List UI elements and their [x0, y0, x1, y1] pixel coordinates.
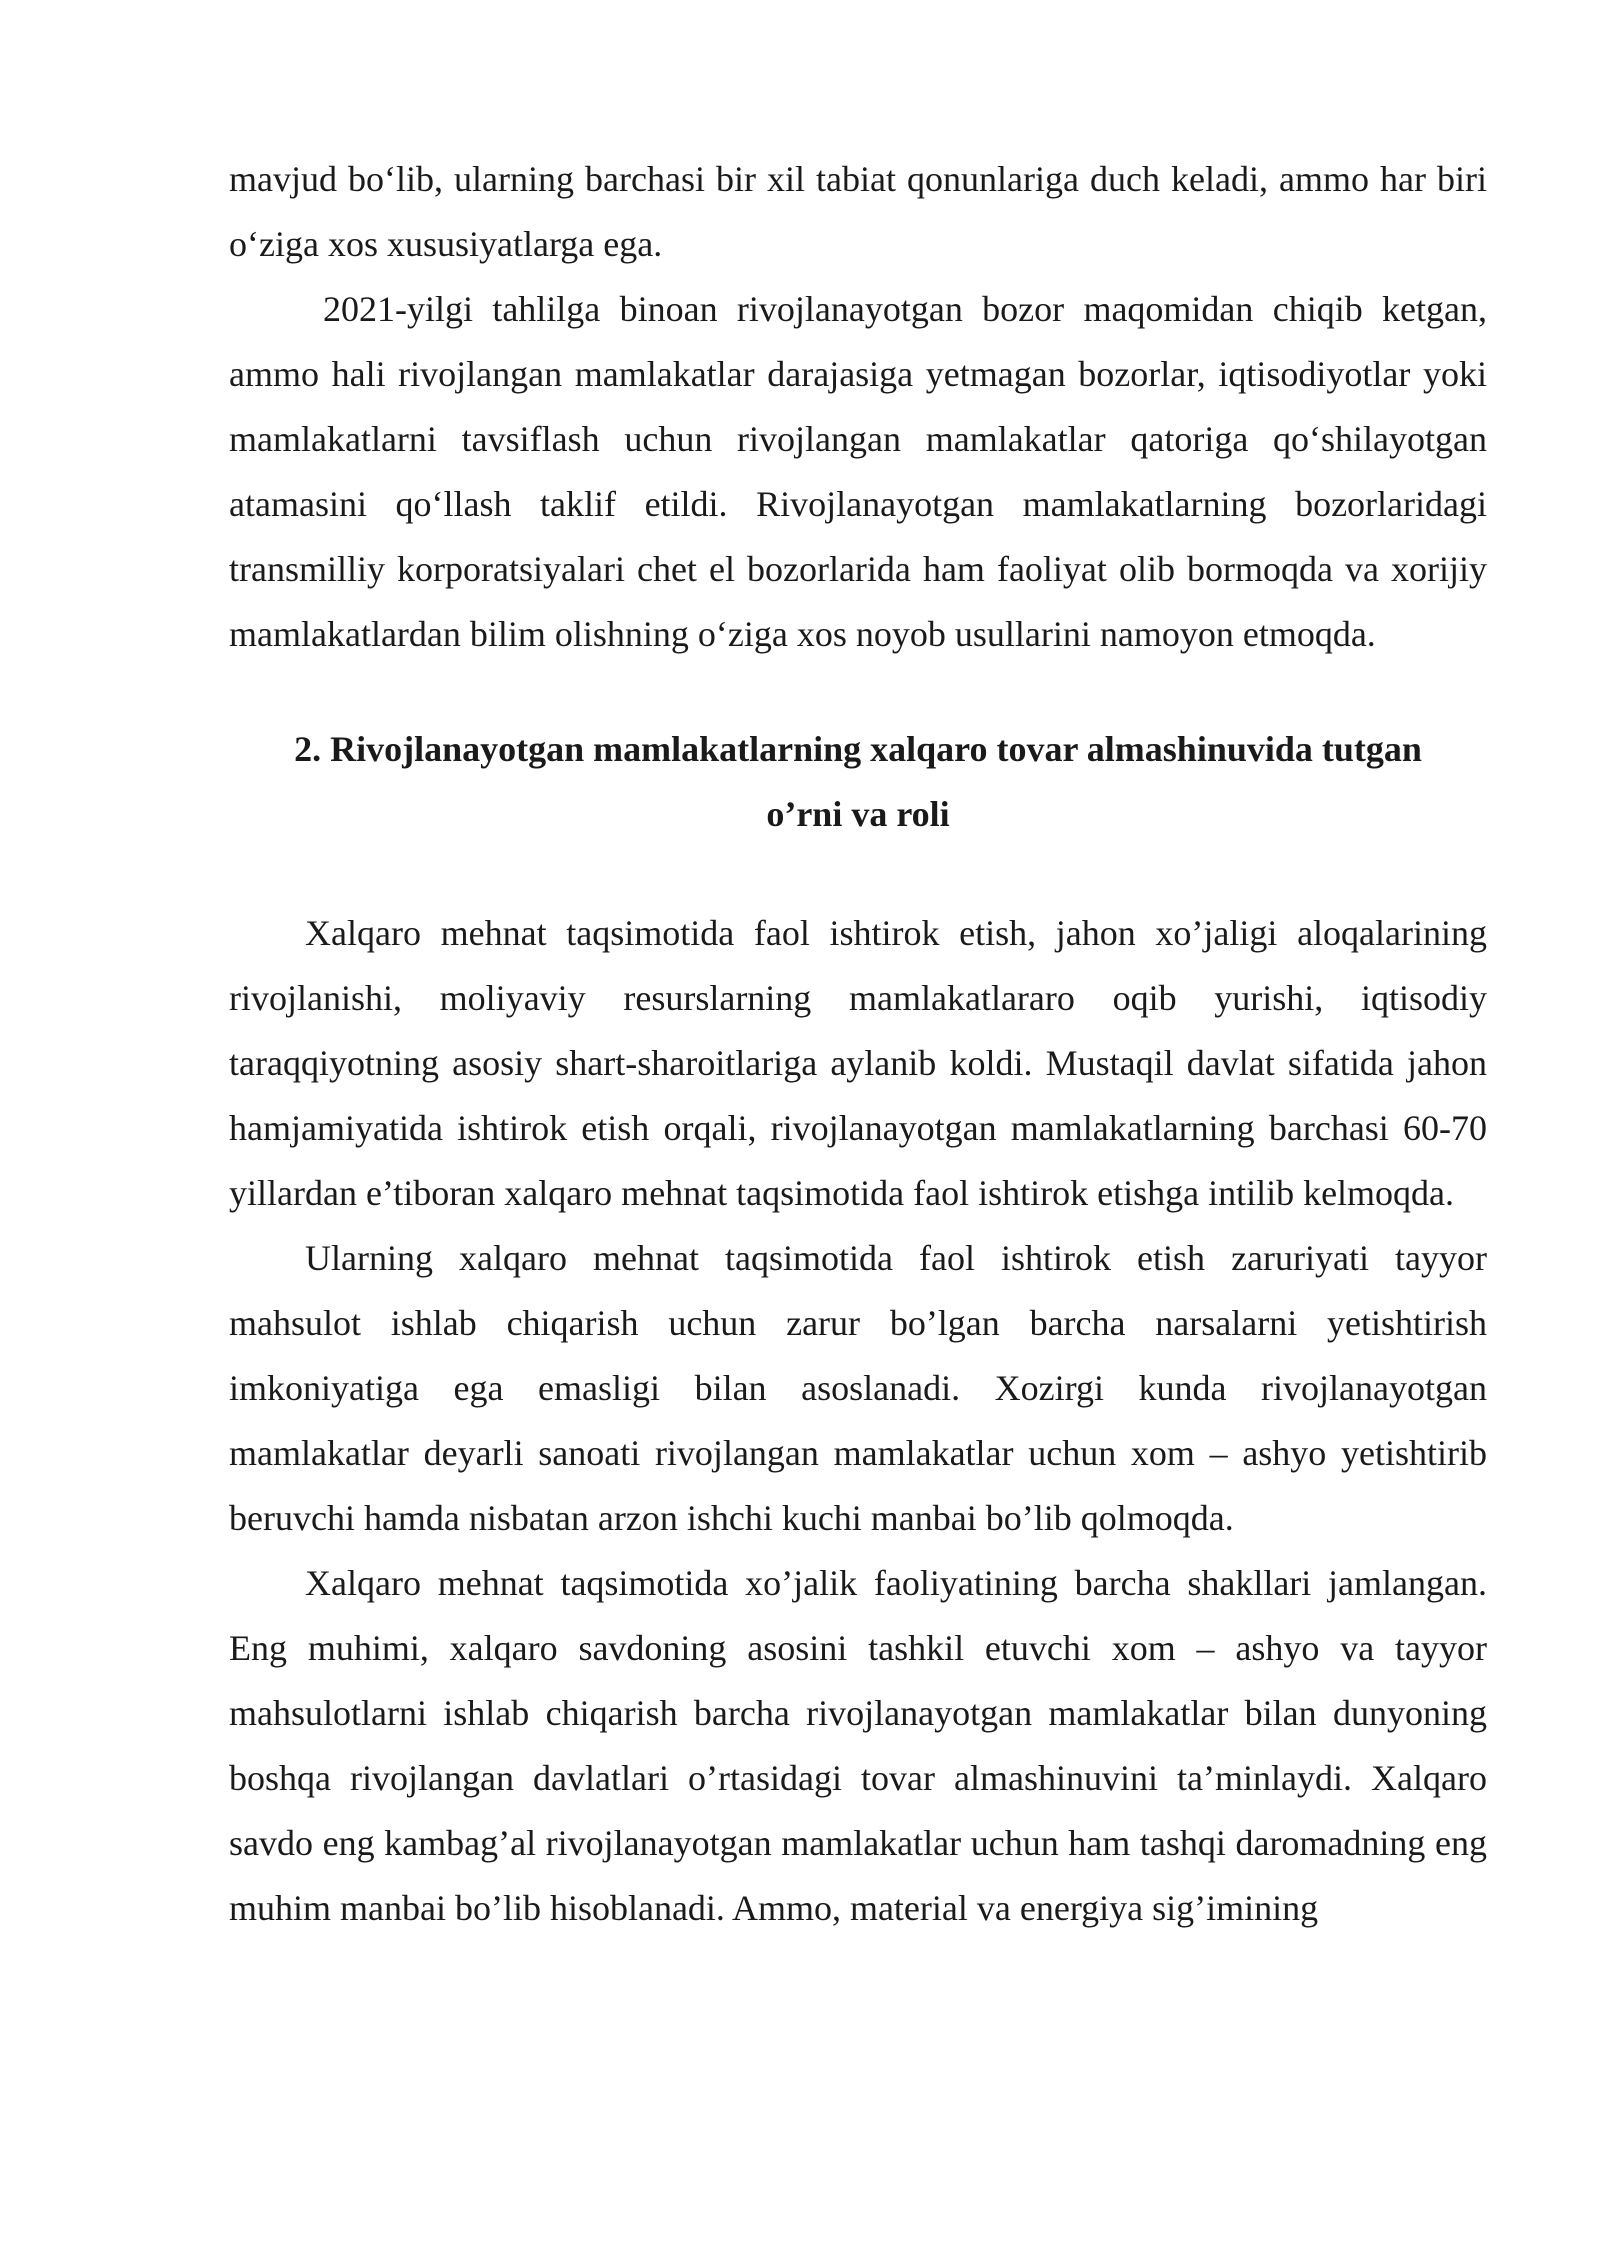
paragraph-continuation: mavjud bo‘lib, ularning barchasi bir xil tabiat qonunlariga duch keladi, ammo har biri o‘ziga xos xususiyatlarga ega. [229, 159, 1487, 264]
section-heading-line-2: o’rni va roli [766, 794, 950, 834]
section-heading-line-1: 2. Rivojlanayotgan mamlakatlarning xalqaro tovar almashinuvida tutgan [294, 729, 1422, 769]
paragraph-labor-division: Xalqaro mehnat taqsimotida faol ishtirok etish, jahon xo’jaligi aloqalarining rivojlanishi, moliyaviy resurslarning mamlakatlararo oqib yurishi, iqtisodiy taraqqiyotning asosiy shart-sharoitlariga aylanib koldi. Mustaqil davlat sifatida jahon hamjamiyatida ishtirok etish orqali, rivojlanayotgan mamlakatlarning barchasi 60-70 yillardan e’tiboran xalqaro mehnat taqsimotida faol ishtirok etishga intilib kelmoqda. [229, 913, 1487, 1213]
spacer [229, 847, 1487, 901]
document-page [229, 147, 1487, 1941]
paragraph-trade-forms: Xalqaro mehnat taqsimotida xo’jalik faoliyatining barcha shakllari jamlangan. Eng muhimi, xalqaro savdoning asosini tashkil etuvchi xom – ashyo va tayyor mahsulotlarni ishlab chiqarish barcha rivojlanayotgan mamlakatlar bilan dunyoning boshqa rivojlangan davlatlari o’rtasidagi tovar almashinuvini ta’minlaydi. Xalqaro savdo eng kambag’al rivojlanayotgan mamlakatlar uchun ham tashqi daromadning eng muhim manbai bo’lib hisoblanadi. Ammo, material va energiya sig’imining [229, 1563, 1487, 1928]
section-heading [229, 717, 1487, 847]
paragraph-participation-need: Ularning xalqaro mehnat taqsimotida faol ishtirok etish zaruriyati tayyor mahsulot ishlab chiqarish uchun zarur bo’lgan barcha narsalarni yetishtirish imkoniyatiga ega emasligi bilan asoslanadi. Xozirgi kunda rivojlanayotgan mamlakatlar deyarli sanoati rivojlangan mamlakatlar uchun xom – ashyo yetishtirib beruvchi hamda nisbatan arzon ishchi kuchi manbai bo’lib qolmoqda. [229, 1238, 1487, 1538]
spacer [229, 667, 1487, 717]
paragraph-emerging-markets: 2021-yilgi tahlilga binoan rivojlanayotgan bozor maqomidan chiqib ketgan, ammo hali rivojlangan mamlakatlar darajasiga yetmagan bozorlar, iqtisodiyotlar yoki mamlakatlarni tavsiflash uchun rivojlangan mamlakatlar qatoriga qo‘shilayotgan atamasini qo‘llash taklif etildi. Rivojlanayotgan mamlakatlarning bozorlaridagi transmilliy korporatsiyalari chet el bozorlarida ham faoliyat olib bormoqda va xorijiy mamlakatlardan bilim olishning o‘ziga xos noyob usullarini namoyon etmoqda. [229, 289, 1487, 654]
